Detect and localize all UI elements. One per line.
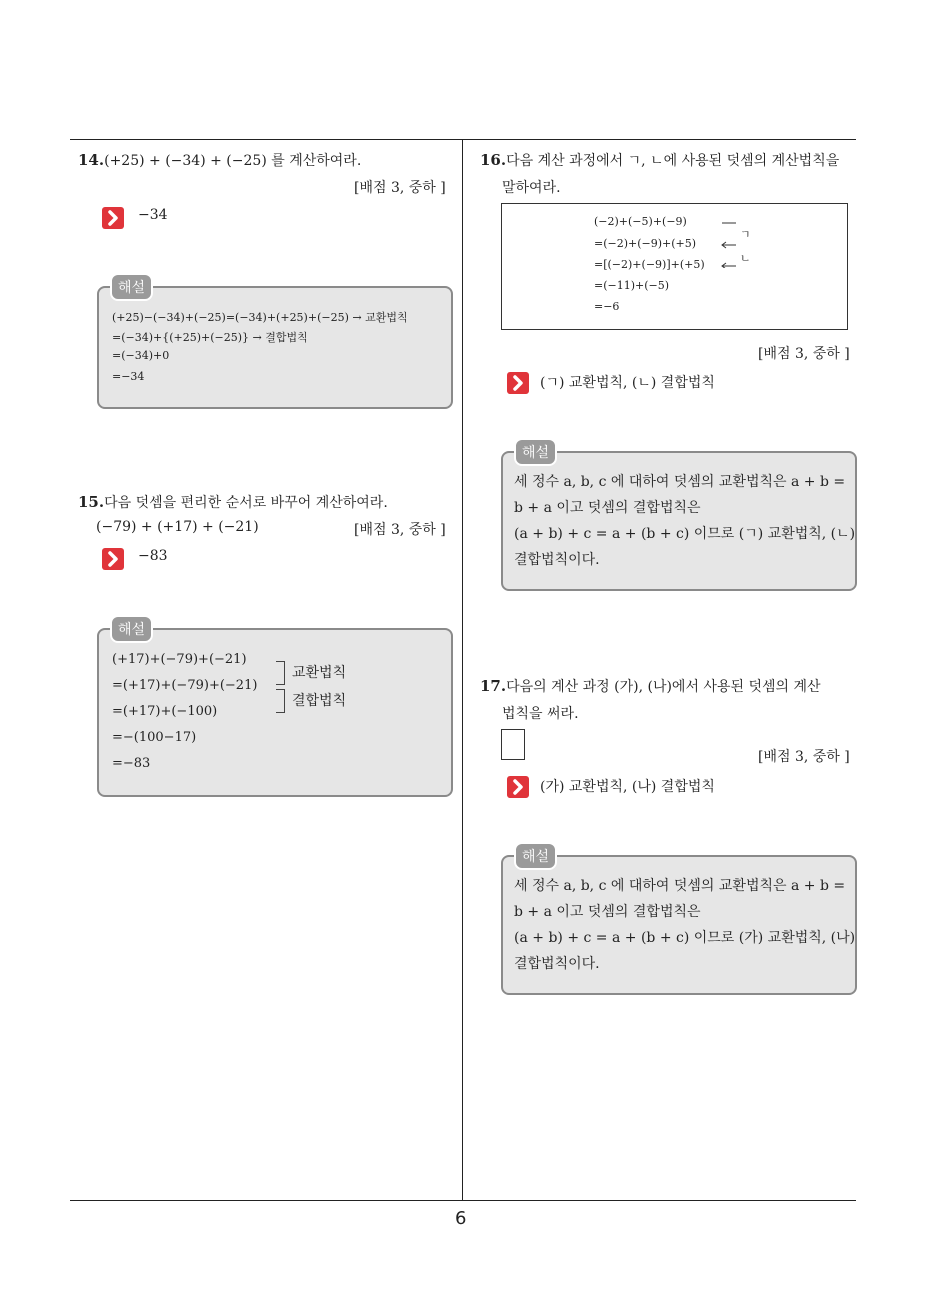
score-label: [배점 3, 중하 ] xyxy=(354,522,446,538)
question-number: 15. xyxy=(78,493,105,511)
question-text: 다음 덧셈을 편리한 순서로 바꾸어 계산하여라. xyxy=(104,495,388,511)
question-15 xyxy=(78,492,458,512)
question-text-cont: 법칙을 써라. xyxy=(502,706,579,722)
solution-line: 세 정수 a, b, c 에 대하여 덧셈의 교환법칙은 a + b = xyxy=(514,474,846,490)
bottom-rule xyxy=(70,1200,856,1201)
solution-line: (a + b) + c = a + (b + c) 이므로 (ㄱ) 교환법칙, (ㄴ) xyxy=(514,526,856,542)
question-number: 17. xyxy=(480,677,507,695)
answer-arrow-icon xyxy=(102,207,124,229)
label-associative: 결합법칙 xyxy=(292,693,347,709)
solution-line: (+25)−(−34)+(−25)=(−34)+(+25)+(−25) → 교환법칙 xyxy=(112,311,408,324)
solution-line: =−34 xyxy=(112,370,145,383)
box-line: =−6 xyxy=(594,300,620,313)
solution-line: b + a 이고 덧셈의 결합법칙은 xyxy=(514,500,701,516)
solution-line: =(+17)+(−79)+(−21) xyxy=(112,678,258,693)
solution-tag: 해설 xyxy=(514,842,557,870)
question-expression: (−79) + (+17) + (−21) xyxy=(96,519,259,535)
solution-box xyxy=(97,286,453,409)
box-line: =[(−2)+(−9)]+(+5) xyxy=(594,258,705,271)
answer-arrow-icon xyxy=(102,548,124,570)
question-16 xyxy=(480,150,860,170)
solution-line: 결합법칙이다. xyxy=(514,552,600,568)
question-text-cont: 말하여라. xyxy=(502,180,561,196)
label-commutative: 교환법칙 xyxy=(292,665,347,681)
solution-line: =(−34)+0 xyxy=(112,349,170,362)
answer-arrow-icon xyxy=(507,372,529,394)
solution-line: =(−34)+{(+25)+(−25)} → 결합법칙 xyxy=(112,331,308,344)
question-number: 16. xyxy=(480,151,507,169)
mark-a: ㄱ xyxy=(740,228,751,241)
question-14 xyxy=(78,150,458,170)
score-label: [배점 3, 중하 ] xyxy=(758,749,850,765)
score-label: [배점 3, 중하 ] xyxy=(354,180,446,196)
question-17 xyxy=(480,676,860,696)
solution-line: =−(100−17) xyxy=(112,730,197,745)
question-text: (+25) + (−34) + (−25) 를 계산하여라. xyxy=(104,153,362,169)
solution-line: b + a 이고 덧셈의 결합법칙은 xyxy=(514,904,701,920)
solution-line: =−83 xyxy=(112,756,151,771)
mark-b: ㄴ xyxy=(740,252,751,265)
question-text: 다음의 계산 과정 (가), (나)에서 사용된 덧셈의 계산 xyxy=(506,679,821,695)
solution-tag: 해설 xyxy=(110,273,153,301)
solution-line: 결합법칙이다. xyxy=(514,956,600,972)
solution-line: 세 정수 a, b, c 에 대하여 덧셈의 교환법칙은 a + b = xyxy=(514,878,846,894)
answer-text: −83 xyxy=(138,548,168,564)
box-line: =(−2)+(−9)+(+5) xyxy=(594,237,697,250)
bracket-associative xyxy=(276,689,285,713)
solution-tag: 해설 xyxy=(514,438,557,466)
solution-line: =(+17)+(−100) xyxy=(112,704,218,719)
answer-text: (가) 교환법칙, (나) 결합법칙 xyxy=(540,779,715,795)
question-text: 다음 계산 과정에서 ㄱ, ㄴ에 사용된 덧셈의 계산법칙을 xyxy=(506,153,840,169)
image-placeholder xyxy=(501,729,525,760)
question-number: 14. xyxy=(78,151,105,169)
box-line: =(−11)+(−5) xyxy=(594,279,670,292)
score-label: [배점 3, 중하 ] xyxy=(758,346,850,362)
top-rule xyxy=(70,139,856,140)
solution-line: (a + b) + c = a + (b + c) 이므로 (가) 교환법칙, (나) xyxy=(514,930,856,946)
column-divider xyxy=(462,139,463,1200)
solution-tag: 해설 xyxy=(110,615,153,643)
bracket-commutative xyxy=(276,661,285,685)
answer-text: −34 xyxy=(138,207,168,223)
answer-text: (ㄱ) 교환법칙, (ㄴ) 결합법칙 xyxy=(540,375,715,391)
solution-line: (+17)+(−79)+(−21) xyxy=(112,652,247,667)
page-number: 6 xyxy=(455,1208,467,1229)
box-line: (−2)+(−5)+(−9) xyxy=(594,215,687,228)
answer-arrow-icon xyxy=(507,776,529,798)
